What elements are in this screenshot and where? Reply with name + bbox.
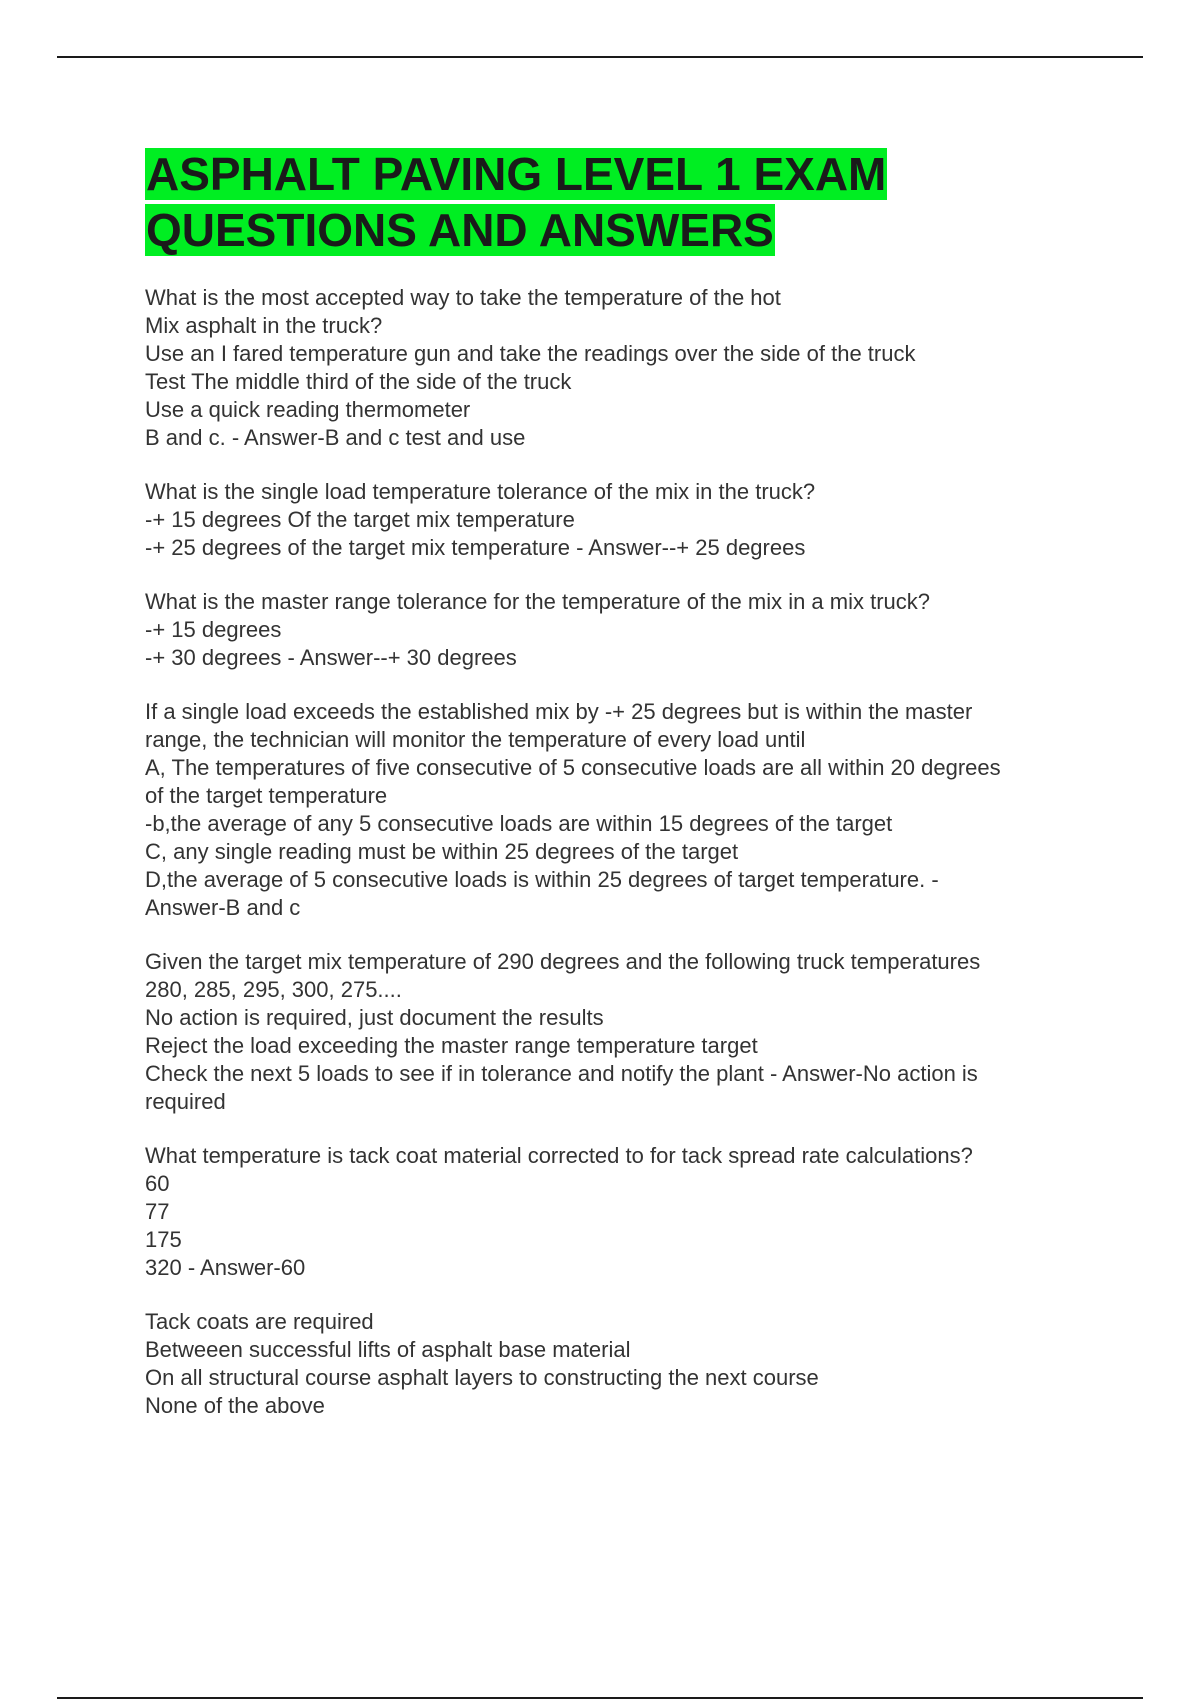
question-text: If a single load exceeds the established mix by -+ 25 degrees but is within the master	[145, 699, 973, 724]
answer-option: of the target temperature	[145, 783, 388, 808]
bottom-rule	[57, 1697, 1143, 1699]
question-text: range, the technician will monitor the temperature of every load until	[145, 727, 806, 752]
answer-line: 320 - Answer-60	[145, 1255, 306, 1280]
question-text: What temperature is tack coat material corrected to for tack spread rate calculations?	[145, 1143, 973, 1168]
answer-option: -+ 15 degrees Of the target mix temperature	[145, 507, 575, 532]
answer-option: -+ 15 degrees	[145, 617, 282, 642]
answer-option: Use an I fared temperature gun and take the readings over the side of the truck	[145, 341, 916, 366]
document-body	[145, 284, 1105, 1446]
answer-line: Answer-B and c	[145, 895, 301, 920]
answer-option: On all structural course asphalt layers to constructing the next course	[145, 1365, 819, 1390]
qa-block-4	[145, 698, 1105, 922]
qa-block-5	[145, 948, 1105, 1116]
qa-block-6	[145, 1142, 1105, 1282]
answer-option: C, any single reading must be within 25 degrees of the target	[145, 839, 739, 864]
answer-option: 77	[145, 1199, 170, 1224]
answer-option: Test The middle third of the side of the truck	[145, 369, 572, 394]
answer-line: -+ 30 degrees - Answer--+ 30 degrees	[145, 645, 517, 670]
answer-option: None of the above	[145, 1393, 325, 1418]
answer-option: D,the average of 5 consecutive loads is within 25 degrees of target temperature. -	[145, 867, 939, 892]
answer-option: Use a quick reading thermometer	[145, 397, 471, 422]
answer-line: B and c. - Answer-B and c test and use	[145, 425, 526, 450]
answer-option: A, The temperatures of five consecutive of 5 consecutive loads are all within 20 degrees	[145, 755, 1001, 780]
answer-option: 175	[145, 1227, 182, 1252]
answer-option: Check the next 5 loads to see if in tolerance and notify the plant - Answer-No action is	[145, 1061, 978, 1086]
page-title	[145, 146, 1105, 258]
answer-line: -+ 25 degrees of the target mix temperature - Answer--+ 25 degrees	[145, 535, 806, 560]
question-text: 280, 285, 295, 300, 275....	[145, 977, 402, 1002]
answer-option: Reject the load exceeding the master range temperature target	[145, 1033, 758, 1058]
qa-block-2	[145, 478, 1105, 562]
question-text: Given the target mix temperature of 290 degrees and the following truck temperatures	[145, 949, 981, 974]
title-line-2: QUESTIONS AND ANSWERS	[146, 204, 774, 256]
answer-option: Betweeen successful lifts of asphalt base material	[145, 1337, 631, 1362]
qa-block-1	[145, 284, 1105, 452]
answer-option: No action is required, just document the results	[145, 1005, 604, 1030]
answer-option: -b,the average of any 5 consecutive loads are within 15 degrees of the target	[145, 811, 893, 836]
question-text: What is the master range tolerance for the temperature of the mix in a mix truck?	[145, 589, 931, 614]
qa-block-3	[145, 588, 1105, 672]
answer-option: 60	[145, 1171, 170, 1196]
question-text: What is the most accepted way to take the temperature of the hot	[145, 285, 781, 310]
answer-line: required	[145, 1089, 226, 1114]
top-rule	[57, 56, 1143, 58]
question-text: Tack coats are required	[145, 1309, 374, 1334]
title-line-1: ASPHALT PAVING LEVEL 1 EXAM	[146, 148, 887, 200]
question-text: What is the single load temperature tolerance of the mix in the truck?	[145, 479, 816, 504]
question-text: Mix asphalt in the truck?	[145, 313, 383, 338]
qa-block-7	[145, 1308, 1105, 1420]
